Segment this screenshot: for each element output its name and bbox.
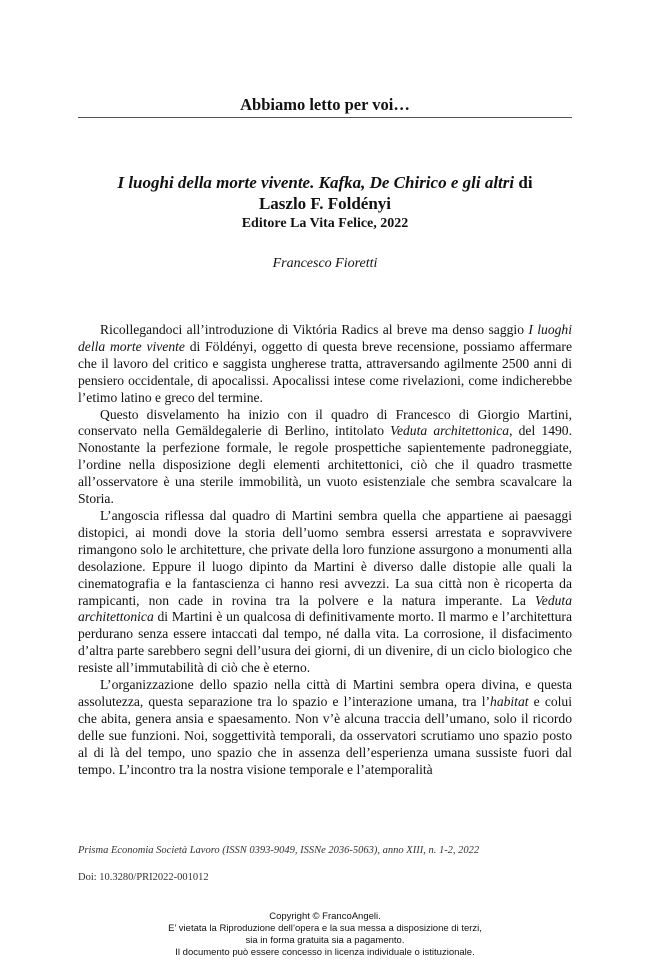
copyright-line: E’ vietata la Riproduzione dell’opera e la sua messa a disposizione di terzi, <box>168 923 482 934</box>
paragraph-3 <box>78 508 572 677</box>
paragraph-2 <box>78 407 572 508</box>
text-run: e colui che abita, genera ansia e spaesamento. Non v’è alcuna traccia dell’umano, solo il ricordo delle sue funzioni. Noi, soggettività temporali, da osservatori scrutiamo uno spazio posto al di là del tempo, uno spazio che in assenza dell’esperienza umana sussiste fuori dal tempo. L’incontro tra la nostra visione temporale e l’atemporalità <box>78 693 573 777</box>
copyright-notice <box>0 911 650 959</box>
section-divider <box>78 117 572 118</box>
section-title: Abbiamo letto per voi… <box>240 95 410 114</box>
painting-title-ref: Veduta architettonica <box>390 423 510 439</box>
text-run: , del 1490. Nonostante la perfezione formale, le regole prospettiche sapientemente padroneggiate, l’ordine nella disposizione degli elementi architettonici, ciò che il quadro trasmette all’osservatore è una sterile immobilità, un vuoto esistenziale che sembra scavalcare la Storia. <box>78 423 572 507</box>
article-title-by: di <box>514 173 533 192</box>
copyright-line: Il documento può essere concesso in licenza individuale o istituzionale. <box>175 947 475 958</box>
copyright-line: sia in forma gratuita sia a pagamento. <box>245 935 405 946</box>
text-run: L’angoscia riflessa dal quadro di Martini sembra quella che appartiene ai paesaggi distopici, ai mondi dove la storia dell’uomo sembra essersi arrestata e sopravvivere rimangono solo le architetture, che private della loro funzione assurgono a monumenti alla desolazione. Eppure il luogo dipinto da Martini è diverso dalle distopie alle quali la cinematografia e la fantascienza ci hanno resi avvezzi. La sua città non è ricoperta da rampicanti, non cade in rovina tra la polvere e la natura imperante. La <box>78 507 572 608</box>
publisher-line: Editore La Vita Felice, 2022 <box>241 216 409 231</box>
paragraph-4 <box>78 677 572 778</box>
doi: Doi: 10.3280/PRI2022-001012 <box>78 872 209 883</box>
text-run: di Martini è un qualcosa di definitivamente morto. Il marmo e l’architettura perdurano senza essere intaccati dal tempo, né dalla vita. La corrosione, il disfacimento d’altra parte sarebbero segni dell’usura dei giorni, di un divenire, di un ciclo biologico che resiste all’immutabilità di ciò che è eterno. <box>78 609 572 676</box>
article-title <box>78 172 572 214</box>
text-run: di Földényi, oggetto di questa breve recensione, possiamo affermare che il lavoro del critico e saggista ungherese tratta, attraversando agilmente 2500 anni di pensiero occidentale, di apocalissi. Apocalissi intese come rivelazioni, come indicherebbe l’etimo latino e greco del termine. <box>78 338 572 405</box>
article-body <box>78 322 572 778</box>
book-title-ref: I luoghi della morte vivente <box>78 322 573 354</box>
journal-reference: Prisma Economia Società Lavoro (ISSN 0393-9049, ISSNe 2036-5063), anno XIII, n. 1-2, 2022 <box>78 845 480 856</box>
article-title-italic: I luoghi della morte vivente. Kafka, De Chirico e gli altri <box>117 173 515 192</box>
review-author: Francesco Fioretti <box>272 256 378 271</box>
paragraph-1 <box>78 322 572 407</box>
painting-title-ref: Veduta architettonica <box>78 592 572 625</box>
book-author: Laszlo F. Foldényi <box>258 194 392 213</box>
text-run: Questo disvelamento ha inizio con il quadro di Francesco di Giorgio Martini, conservato nella Gemäldegalerie di Berlino, intitolato <box>78 406 572 439</box>
term-habitat: habitat <box>490 693 529 709</box>
text-run: L’organizzazione dello spazio nella città di Martini sembra opera divina, e questa assolutezza, questa separazione tra lo spazio e l’interazione umana, tra l’ <box>78 677 572 709</box>
text-run: Ricollegandoci all’introduzione di Viktória Radics al breve ma denso saggio <box>100 322 529 337</box>
copyright-line: Copyright © FrancoAngeli. <box>269 911 381 922</box>
